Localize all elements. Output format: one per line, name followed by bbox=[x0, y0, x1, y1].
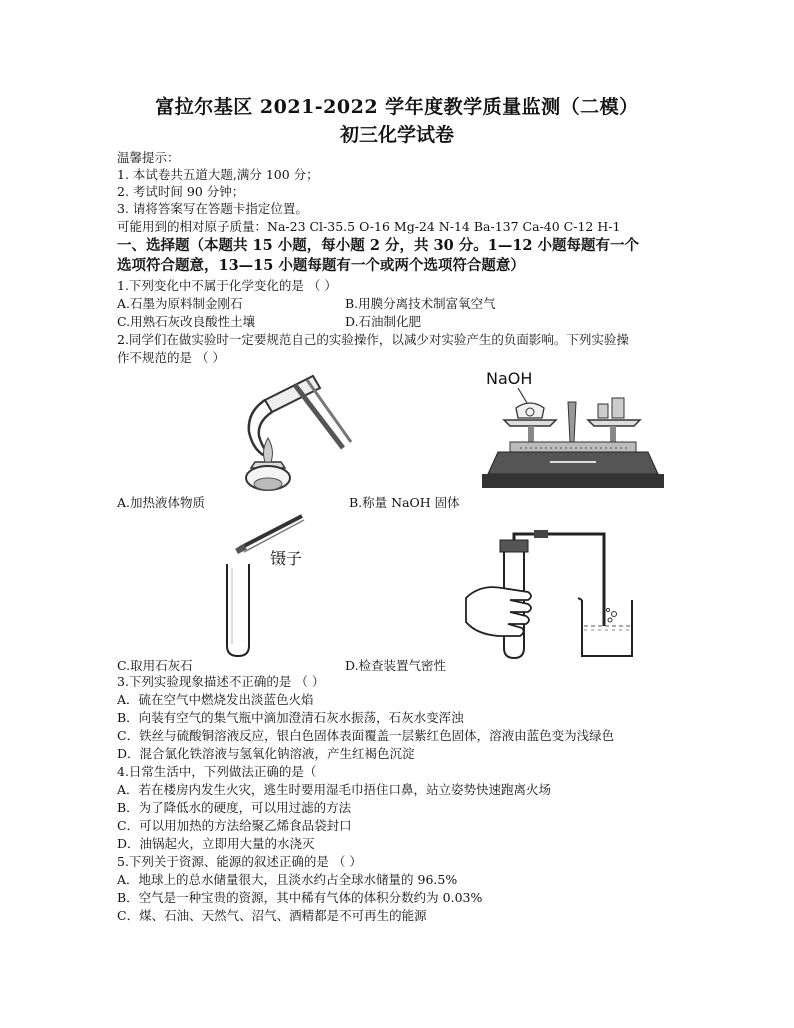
page-subtitle: 初三化学试卷 bbox=[339, 124, 454, 146]
atomic-mass-line: 可能用到的相对原子质量：Na-23 Cl-35.5 O-16 Mg-24 N-14 Ba-137 Ca-40 C-12 H-1 bbox=[117, 219, 621, 234]
figure-tweezers-test-tube bbox=[222, 508, 322, 658]
q5-option-b: B．空气是一种宝贵的资源，其中稀有气体的体积分数约为 0.03% bbox=[117, 890, 483, 905]
tips-heading: 温馨提示： bbox=[117, 150, 180, 165]
q4-option-b: B．为了降低水的硬度，可以用过滤的方法 bbox=[117, 800, 352, 815]
q1-option-c: C.用熟石灰改良酸性土壤 bbox=[117, 314, 256, 329]
q5-option-a: A．地球上的总水储量很大，且淡水约占全球水储量的 96.5% bbox=[117, 872, 458, 887]
tip-3: 3. 请将答案写在答题卡指定位置。 bbox=[117, 201, 308, 216]
figure-balance-naoh bbox=[480, 362, 668, 497]
q3-stem: 3.下列实验现象描述不正确的是 （ ） bbox=[117, 674, 325, 689]
section1-heading-line1: 一、选择题（本题共 15 小题，每小题 2 分，共 30 分。1—12 小题每题有一个 bbox=[117, 237, 640, 254]
q5-option-c: C．煤、石油、天然气、沼气、酒精都是不可再生的能源 bbox=[117, 908, 427, 923]
tip-1: 1. 本试卷共五道大题,满分 100 分； bbox=[117, 167, 319, 182]
q2-option-a: A.加热液体物质 bbox=[117, 495, 206, 510]
q3-option-c: C．铁丝与硫酸铜溶液反应，银白色固体表面覆盖一层紫红色固体，溶液由蓝色变为浅绿色 bbox=[117, 728, 615, 743]
q4-option-a: A．若在楼房内发生火灾，逃生时要用湿毛巾捂住口鼻，站立姿势快速跑离火场 bbox=[117, 782, 552, 797]
section1-heading-line2: 选项符合题意，13—15 小题每题有一个或两个选项符合题意） bbox=[117, 257, 525, 274]
q1-option-a: A.石墨为原料制金刚石 bbox=[117, 296, 243, 311]
tip-2: 2. 考试时间 90 分钟； bbox=[117, 184, 245, 199]
figure-airtightness-check bbox=[462, 530, 642, 662]
q3-option-a: A．硫在空气中燃烧发出淡蓝色火焰 bbox=[117, 692, 314, 707]
q4-stem: 4.日常生活中，下列做法正确的是（ bbox=[117, 764, 317, 779]
q5-stem: 5.下列关于资源、能源的叙述正确的是 （ ） bbox=[117, 854, 362, 869]
q2-option-c: C.取用石灰石 bbox=[117, 658, 193, 673]
q2-stem-line2: 作不规范的是 （ ） bbox=[117, 350, 225, 365]
q4-option-d: D．油锅起火，立即用大量的水浇灭 bbox=[117, 836, 315, 851]
q3-option-d: D．混合氯化铁溶液与氢氧化钠溶液，产生红褐色沉淀 bbox=[117, 746, 415, 761]
page-title: 富拉尔基区 2021-2022 学年度教学质量监测（二模） bbox=[155, 96, 639, 118]
q1-option-b: B.用膜分离技术制富氧空气 bbox=[345, 296, 496, 311]
figure-heating-liquid bbox=[225, 370, 355, 495]
q2-option-b: B.称量 NaOH 固体 bbox=[349, 495, 460, 510]
q2-option-d: D.检查装置气密性 bbox=[345, 658, 447, 673]
naoh-label: NaOH bbox=[486, 369, 533, 388]
q2-stem-line1: 2.同学们在做实验时一定要规范自己的实验操作，以减少对实验产生的负面影响。下列实验操 bbox=[117, 332, 629, 347]
q4-option-c: C．可以用加热的方法给聚乙烯食品袋封口 bbox=[117, 818, 352, 833]
q1-option-d: D.石油制化肥 bbox=[345, 314, 422, 329]
q3-option-b: B．向装有空气的集气瓶中滴加澄清石灰水振荡，石灰水变浑浊 bbox=[117, 710, 464, 725]
tweezers-label: 镊子 bbox=[270, 549, 303, 568]
q1-stem: 1.下列变化中不属于化学变化的是 （ ） bbox=[117, 278, 337, 293]
